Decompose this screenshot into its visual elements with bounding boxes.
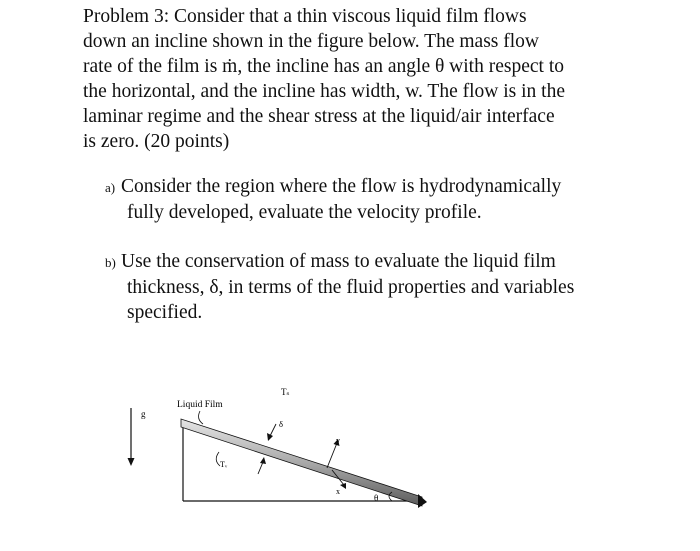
flow-arrowhead [418,494,427,508]
part-b-line: thickness, δ, in terms of the fluid properties and variables [127,277,575,298]
problem-line: laminar regime and the shear stress at the liquid/air interface [83,106,555,127]
x-axis-label: x [336,487,340,496]
part-b-line: specified. [127,302,203,323]
problem-line: down an incline shown in the figure below. The mass flow [83,31,539,52]
flow-arrow [258,457,266,474]
tau-surface-label: Tₛ [281,387,290,397]
problem-line: is zero. (20 points) [83,131,230,152]
delta-arrow [267,424,276,441]
part-marker: b) [105,255,116,270]
problem-line: Problem 3: Consider that a thin viscous liquid film flows [83,6,527,27]
theta-label: θ [374,493,379,503]
gravity-arrow [128,408,135,466]
delta-label: δ [279,419,284,429]
problem-line: rate of the film is ṁ, the incline has an angle θ with respect to [83,56,564,77]
liquid-film-leader [199,411,203,424]
tau-wall-label: Tᵥ [220,460,228,469]
liquid-film-label: Liquid Film [177,400,223,410]
part-b-line: Use the conservation of mass to evaluate the liquid film [121,251,556,272]
part-marker: a) [105,180,116,195]
problem-line: the horizontal, and the incline has width, w. The flow is in the [83,81,565,102]
gravity-label: g [141,409,146,419]
y-axis-label: y [336,436,340,445]
part-a-line: fully developed, evaluate the velocity profile. [127,202,482,223]
part-a-line: Consider the region where the flow is hydrodynamically [121,176,562,197]
